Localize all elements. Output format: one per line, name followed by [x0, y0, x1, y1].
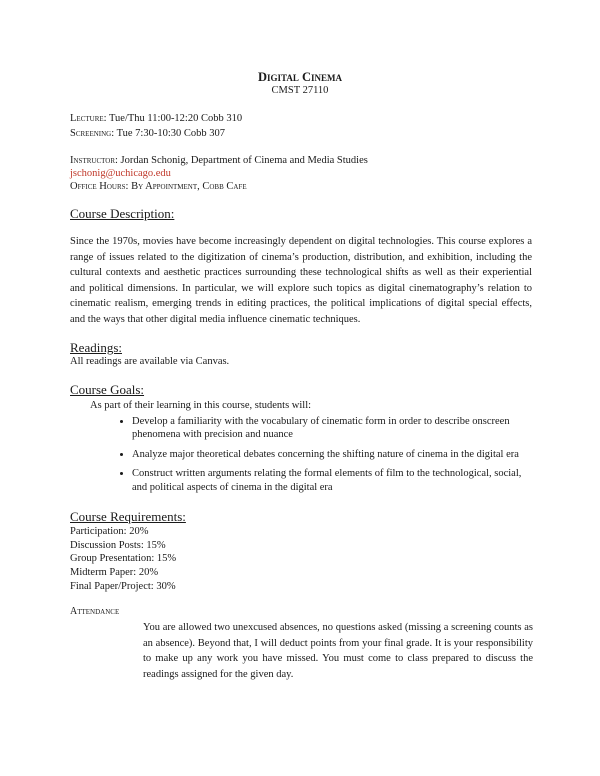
- goal-item: • Construct written arguments relating the formal elements of film to the technological, social, and political aspects of cinema in the digital era: [132, 467, 530, 494]
- lecture-value: Tue/Thu 11:00-12:20 Cobb 310: [109, 113, 243, 124]
- goal-item: • Develop a familiarity with the vocabulary of cinematic form in order to describe onscreen phenomena with precision and nuance: [132, 415, 530, 442]
- lecture-label: Lecture:: [70, 113, 107, 124]
- requirement-item: Discussion Posts: 15%: [70, 539, 166, 551]
- office-hours-label: Office Hours:: [70, 181, 129, 192]
- attendance-text: You are allowed two unexcused absences, no questions asked (missing a screening counts as an absence). Beyond that, I will deduct points from your final grade. It is your responsibility to make up any work you have missed. You must come to class prepared to discuss the readings assigned for the given day.: [143, 622, 533, 680]
- course-description-text: Since the 1970s, movies have become increasingly dependent on digital technologies. This course explores a range of issues related to the digitization of cinema’s production, distribution, and exhibition, including the cultural contexts and aesthetic practices surrounding these technological shifts as well as their experiential and political dimensions. In particular, we will explore such topics as digital cinematography’s relation to cinematic realism, emerging trends in editing practices, the political implications of digital special effects, and the ways that other digital media influence cinematic techniques.: [70, 236, 532, 325]
- course-requirements-heading: Course Requirements:: [70, 509, 186, 524]
- course-goals-section: [90, 399, 530, 500]
- office-hours-line: [70, 181, 247, 192]
- attendance-heading: Attendance: [70, 606, 120, 617]
- requirement-item: Group Presentation: 15%: [70, 553, 177, 565]
- instructor-line: [70, 155, 368, 166]
- requirement-item: Midterm Paper: 20%: [70, 567, 159, 579]
- course-description-heading: Course Description:: [70, 206, 175, 221]
- goal-item: • Analyze major theoretical debates concerning the shifting nature of cinema in the digital era: [132, 448, 530, 462]
- course-goals-intro: As part of their learning in this course, students will:: [90, 400, 312, 411]
- lecture-line: [70, 113, 242, 124]
- readings-heading: Readings:: [70, 340, 122, 355]
- course-title: Digital Cinema: [257, 70, 343, 84]
- instructor-label: Instructor:: [70, 155, 118, 166]
- screening-label: Screening:: [70, 128, 115, 139]
- requirements-list: [70, 525, 176, 594]
- course-goals-heading: Course Goals:: [70, 382, 145, 397]
- screening-value: Tue 7:30-10:30 Cobb 307: [116, 128, 226, 139]
- readings-text: All readings are available via Canvas.: [70, 356, 230, 367]
- instructor-value: Jordan Schonig, Department of Cinema and Media Studies: [120, 155, 368, 166]
- office-hours-value: By Appointment, Cobb Cafe: [131, 181, 247, 192]
- screening-line: [70, 128, 225, 139]
- instructor-email-link[interactable]: jschonig@uchicago.edu: [70, 168, 171, 179]
- course-code: CMST 27110: [271, 85, 329, 96]
- requirement-item: Final Paper/Project: 30%: [70, 580, 176, 592]
- requirement-item: Participation: 20%: [70, 526, 149, 537]
- course-goals-list: [90, 415, 530, 495]
